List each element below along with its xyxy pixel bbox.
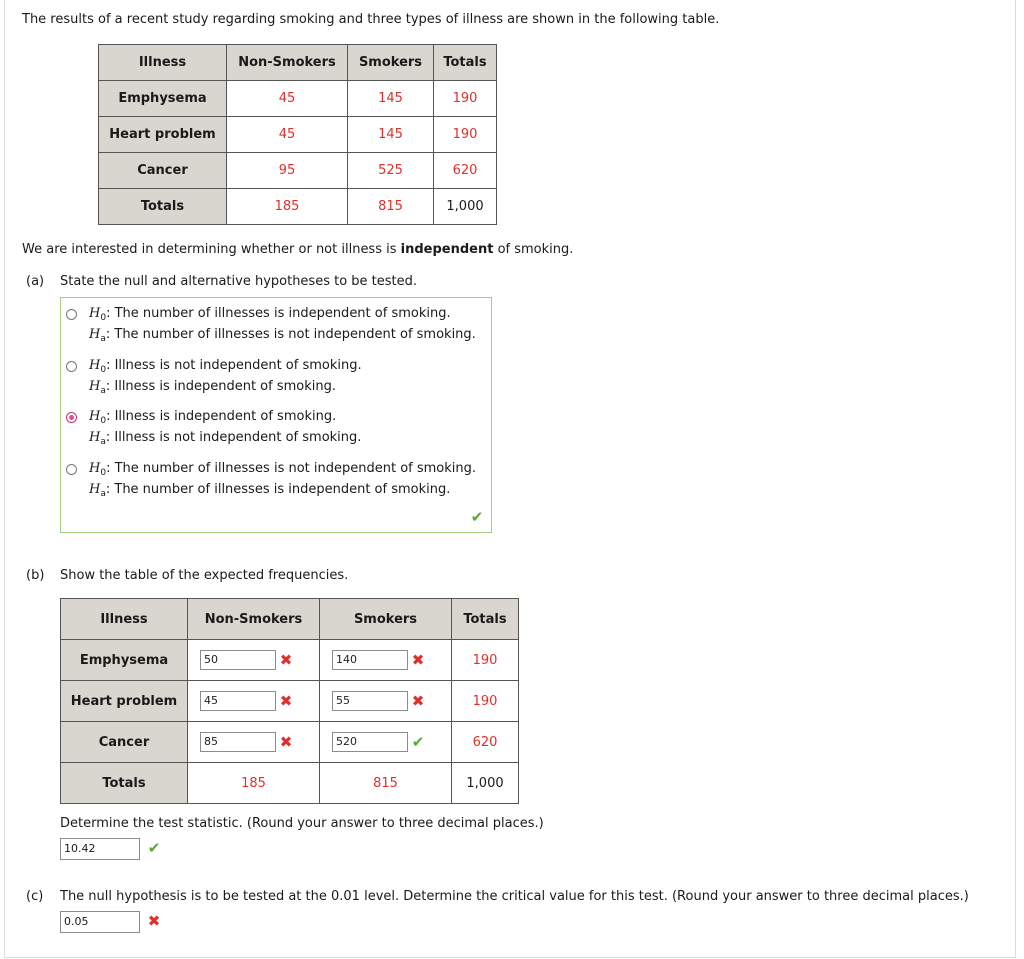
radio-option-1[interactable] (66, 309, 77, 320)
table-row (61, 763, 519, 804)
part-b-prompt: Show the table of the expected frequencies. (60, 568, 349, 583)
check-icon: ✔ (470, 508, 484, 526)
row-label: Heart problem (61, 681, 188, 722)
header-non-smokers: Non-Smokers (227, 45, 348, 81)
radio-option-2[interactable] (66, 361, 77, 372)
heart-smokers-input[interactable]: 55 (332, 691, 408, 711)
check-icon: ✔ (147, 839, 161, 857)
part-b-label: (b) (26, 568, 45, 583)
cell-value: 1,000 (452, 763, 519, 804)
cell-value: 95 (227, 153, 348, 189)
x-icon: ✖ (279, 692, 293, 710)
x-icon: ✖ (279, 733, 293, 751)
header-smokers: Smokers (320, 599, 452, 640)
table-row (61, 681, 519, 722)
smokers-cell (320, 722, 452, 763)
row-label: Cancer (99, 153, 227, 189)
heart-non-smokers-input[interactable]: 45 (200, 691, 276, 711)
cell-value: 190 (434, 117, 497, 153)
non-smokers-cell (188, 722, 320, 763)
cell-value: 185 (188, 763, 320, 804)
option-2-ha: $H_a$: Illness is independent of smoking. (89, 379, 336, 396)
cell-value: 145 (348, 81, 434, 117)
cell-value: 525 (348, 153, 434, 189)
part-c-label: (c) (26, 889, 44, 904)
cell-value: 190 (434, 81, 497, 117)
option-4-ha: $H_a$: The number of illnesses is independent of smoking. (89, 482, 451, 499)
cell-value: 190 (452, 681, 519, 722)
hypothesis-options (60, 297, 492, 533)
header-illness: Illness (99, 45, 227, 81)
non-smokers-cell (188, 681, 320, 722)
part-a-prompt: State the null and alternative hypotheses to be tested. (60, 274, 418, 289)
cell-value: 145 (348, 117, 434, 153)
part-c-prompt: The null hypothesis is to be tested at the 0.01 level. Determine the critical value for this test. (Round your answer to three decimal places.) (60, 889, 969, 904)
cancer-non-smokers-input[interactable]: 85 (200, 732, 276, 752)
row-label: Emphysema (99, 81, 227, 117)
x-icon: ✖ (411, 692, 425, 710)
expected-frequencies-table (60, 598, 519, 804)
row-label: Totals (61, 763, 188, 804)
table-row (61, 722, 519, 763)
table-row (99, 81, 497, 117)
header-non-smokers: Non-Smokers (188, 599, 320, 640)
x-icon: ✖ (279, 651, 293, 669)
interest-statement (22, 242, 573, 257)
option-2-h0: $H_0$: Illness is not independent of smoking. (89, 358, 362, 375)
interest-bold: independent (400, 242, 494, 257)
table-row (99, 189, 497, 225)
option-3-ha: $H_a$: Illness is not independent of smoking. (89, 430, 362, 447)
cell-value: 815 (320, 763, 452, 804)
table-row (99, 117, 497, 153)
intro-text: The results of a recent study regarding smoking and three types of illness are shown in the following table. (22, 12, 720, 27)
emphysema-non-smokers-input[interactable]: 50 (200, 650, 276, 670)
row-label: Totals (99, 189, 227, 225)
cell-value: 45 (227, 117, 348, 153)
interest-text: We are interested in determining whether or not illness is (22, 242, 401, 257)
cell-value: 1,000 (434, 189, 497, 225)
emphysema-smokers-input[interactable]: 140 (332, 650, 408, 670)
table-row (99, 153, 497, 189)
row-label: Emphysema (61, 640, 188, 681)
header-totals: Totals (434, 45, 497, 81)
cell-value: 185 (227, 189, 348, 225)
option-1-h0: $H_0$: The number of illnesses is independent of smoking. (89, 306, 451, 323)
cancer-smokers-input[interactable]: 520 (332, 732, 408, 752)
header-illness: Illness (61, 599, 188, 640)
table-row (61, 640, 519, 681)
non-smokers-cell (188, 640, 320, 681)
header-totals: Totals (452, 599, 519, 640)
cell-value: 815 (348, 189, 434, 225)
test-statistic-prompt: Determine the test statistic. (Round your answer to three decimal places.) (60, 816, 544, 831)
radio-option-4[interactable] (66, 464, 77, 475)
smokers-cell (320, 681, 452, 722)
x-icon: ✖ (147, 912, 161, 930)
smokers-cell (320, 640, 452, 681)
row-label: Heart problem (99, 117, 227, 153)
row-label: Cancer (61, 722, 188, 763)
cell-value: 620 (452, 722, 519, 763)
option-4-h0: $H_0$: The number of illnesses is not independent of smoking. (89, 461, 477, 478)
check-icon: ✔ (411, 733, 425, 751)
part-a-label: (a) (26, 274, 45, 289)
interest-text-end: of smoking. (493, 242, 574, 257)
cell-value: 190 (452, 640, 519, 681)
critical-value-input[interactable]: 0.05 (60, 911, 140, 933)
option-1-ha: $H_a$: The number of illnesses is not independent of smoking. (89, 327, 476, 344)
cell-value: 45 (227, 81, 348, 117)
cell-value: 620 (434, 153, 497, 189)
test-statistic-input[interactable]: 10.42 (60, 838, 140, 860)
x-icon: ✖ (411, 651, 425, 669)
radio-option-3[interactable] (66, 412, 77, 423)
study-table (98, 44, 497, 225)
option-3-h0: $H_0$: Illness is independent of smoking. (89, 409, 337, 426)
header-smokers: Smokers (348, 45, 434, 81)
